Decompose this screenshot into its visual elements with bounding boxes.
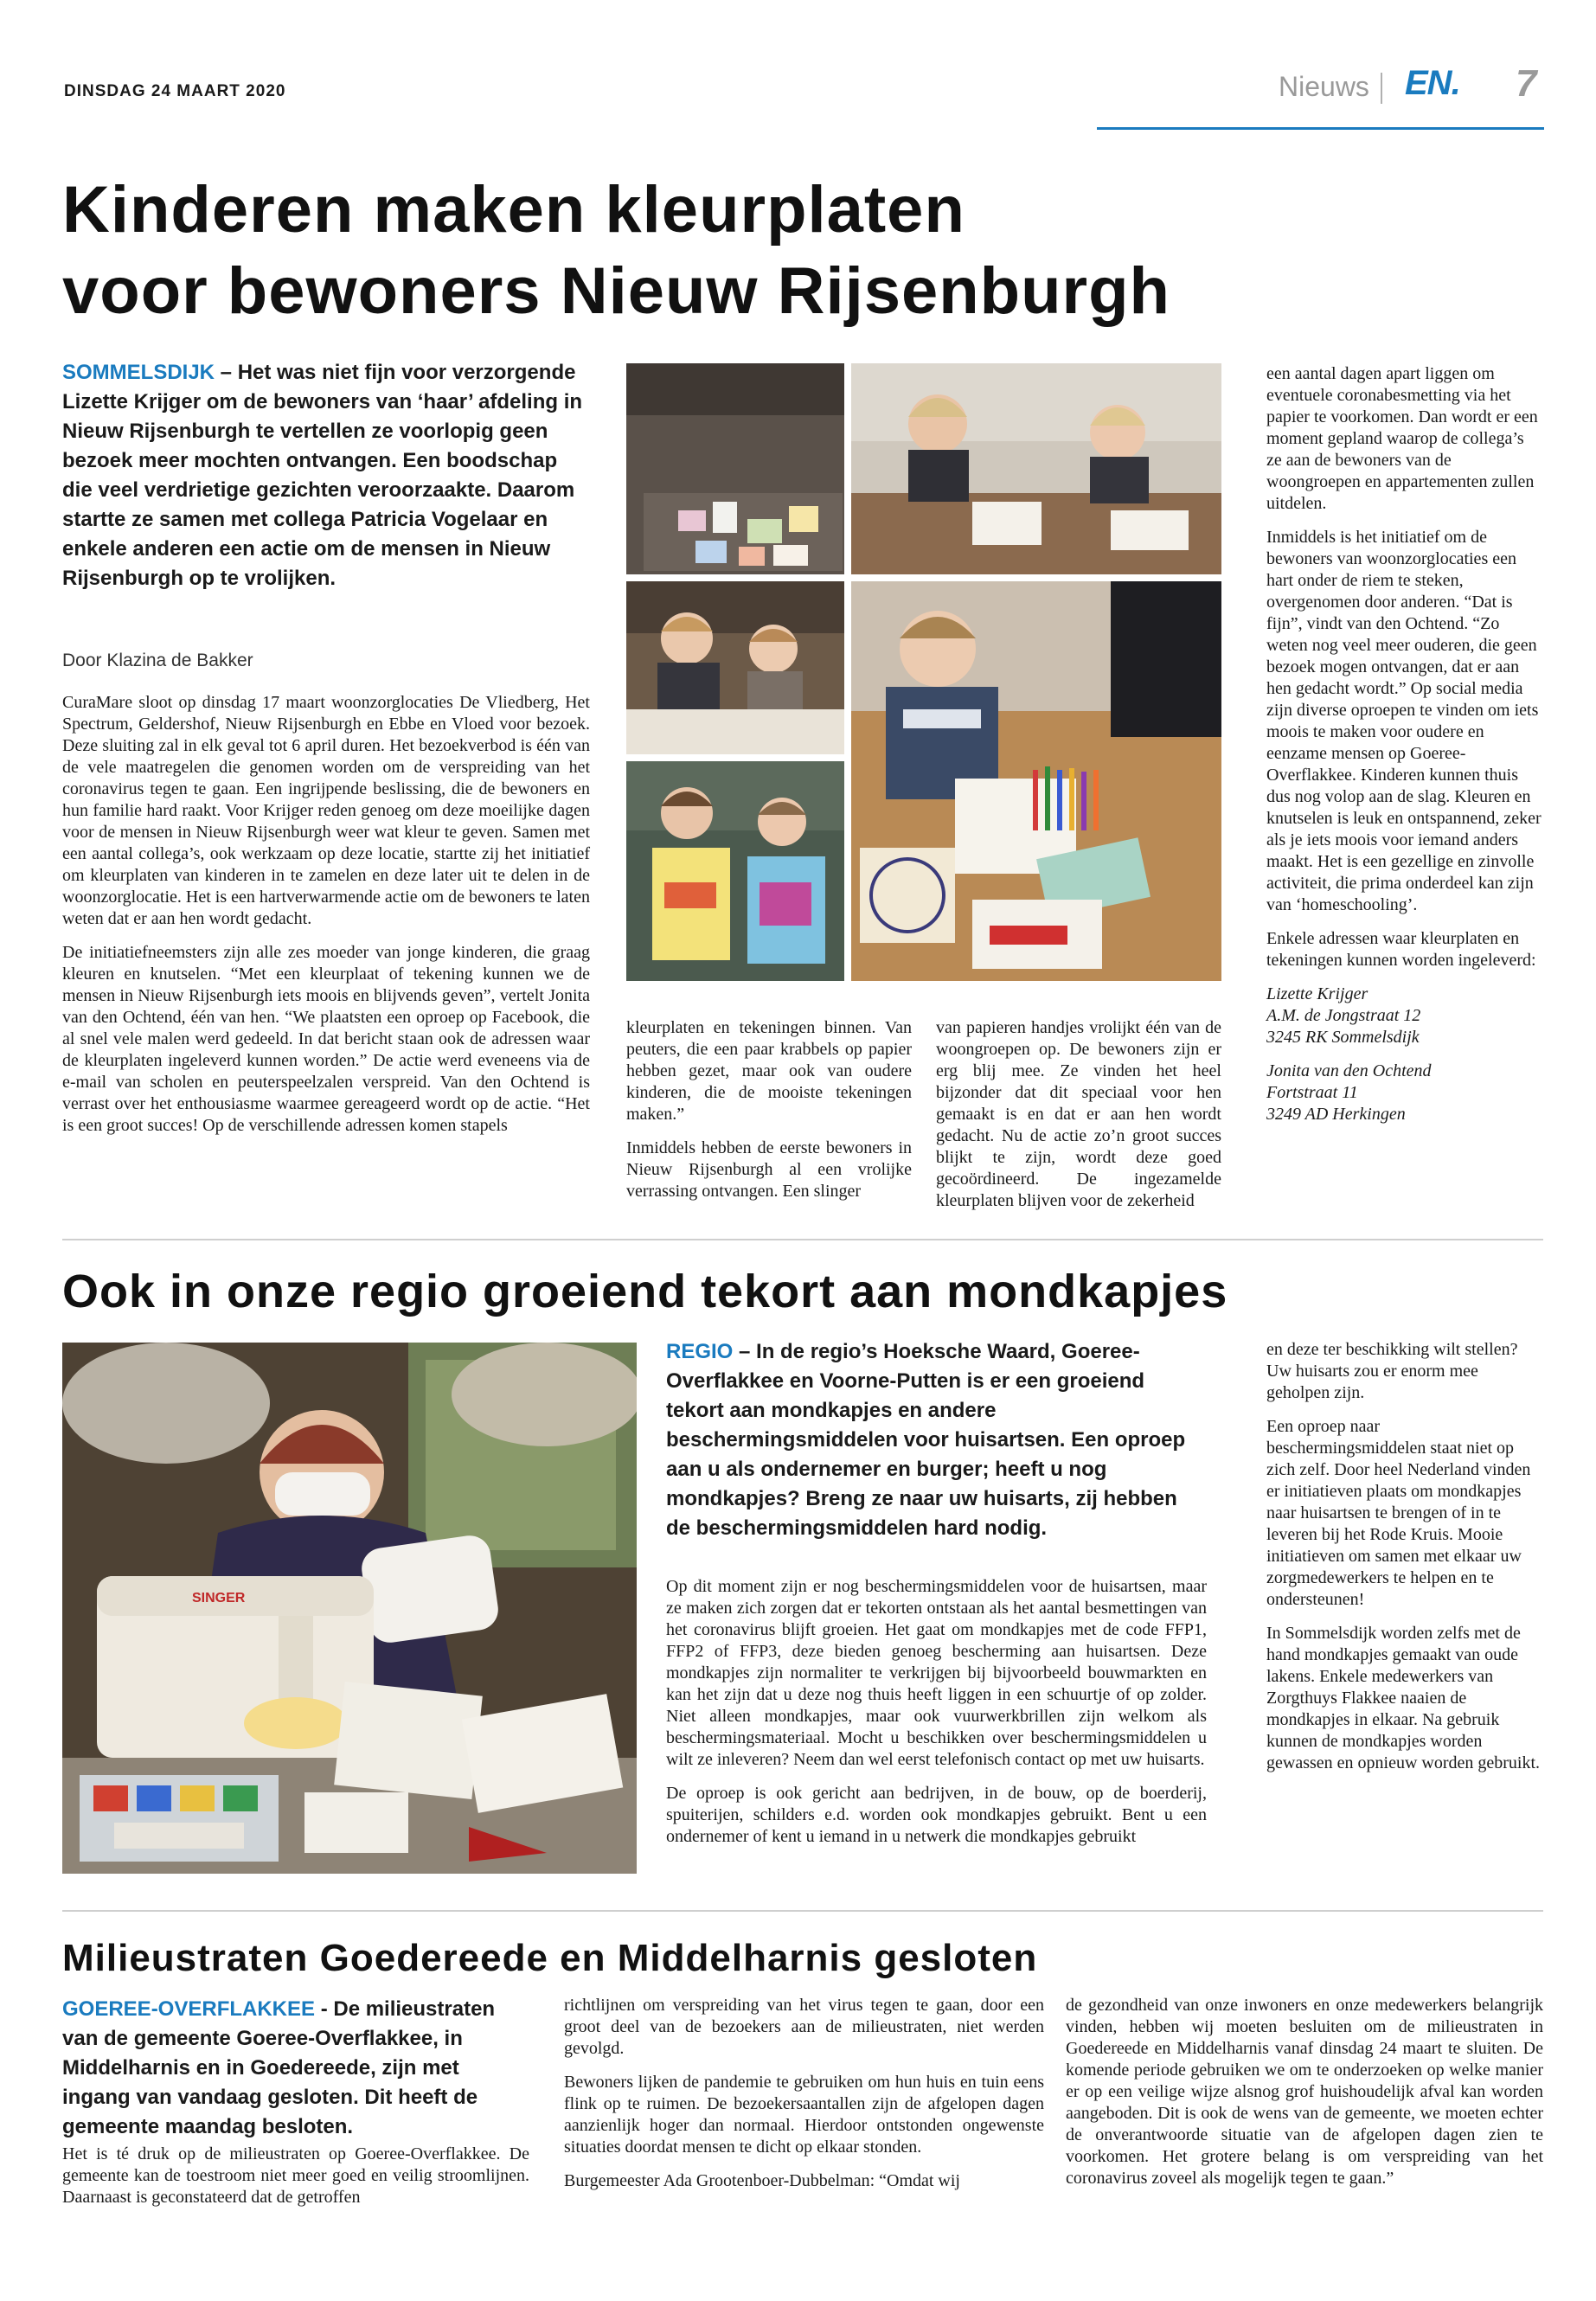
header-rule [1097,127,1544,130]
article1-headline [62,170,1273,332]
article2-intro-text: – In de regio’s Hoeksche Waard, Goeree-Overflakkee en Voorne-Putten is er een groeiend tekort aan mondkapjes en andere beschermingsmiddelen voor huisartsen. Een oproep aan u als ondernemer en burger; heeft u nog mondkapjes? Breng ze naar uw huisarts, zij hebben de beschermingsmiddelen hard nodig. [666,1340,1186,1540]
address1-city: 3245 RK Sommelsdijk [1266,1028,1420,1047]
address-block-1 [1266,984,1543,1048]
article2-col2-p3: In Sommelsdijk worden zelfs met de hand mondkapjes gemaakt van oude lakens. Enkele medewerkers van Zorgthuys Flakkee naaien de mondkapjes in elkaar. Na gebruik kunnen de mondkapjes worden gewassen en opnieuw worden gebruikt. [1266,1624,1541,1772]
singer-brand-text: SINGER [192,1591,246,1606]
article1-col3-p1: van papieren handjes vrolijkt één van de woongroepen op. De bewoners zijn er erg blij mee. Ze vinden het heel bijzonder dat dit speciaal voor hen gemaakt is en dat er aan hen wordt gedacht. Nu de actie zo’n groot succes blijkt te zijn, wordt deze goed gecoördineerd. De ingezamelde kleurplaten blijven voor de zekerheid [936,1018,1221,1210]
article2-headline: Ook in onze regio groeiend tekort aan mondkapjes [62,1266,1228,1317]
photo-collage-svg [626,363,1221,981]
article1-col4-p2: Inmiddels is het initiatief om de bewoners van woonzorglocaties een hart onder de riem te steken, overgenomen door anderen. “Dat is fijn”, vindt van den Ochtend. “Zo weten nog veel meer ouderen, die geen bezoek mogen ontvangen, dat er aan hen gedacht wordt.” Op social media zijn diverse oproepen te vinden om iets moois te maken voor oudere en eenzame mensen op Goeree-Overflakkee. Kinderen kunnen thuis dus nog volop aan de slag. Kleuren en knutselen is leuk en ontspannend, zeker als je iets moois voor iemand anders maakt. Het is een gezellige en zinvolle activiteit, die prima onderdeel kan zijn van ‘homeschooling’. [1266,528,1542,914]
article1-col3 [936,1017,1221,1224]
article1-intro [62,358,590,593]
article1-headline-line1: Kinderen maken kleurplaten [62,173,965,247]
section-label[interactable]: Nieuws [1279,71,1369,102]
article3-kicker: GOEREE-OVERFLAKKEE [62,1997,316,2021]
article2-col1-p1: Op dit moment zijn er nog beschermingsmiddelen voor de huisartsen, maar ze maken zich zorgen dat er tekorten ontstaan als het aantal besmettingen van het coronavirus blijft groeien. Het gaat om mondkapjes met de code FFP1, FFP2 of FFP3, deze bieden genoeg bescherming aan huisartsen. Deze mondkapjes zijn normaliter te verkrijgen bij bijvoorbeeld bouwmarkten en kan het zijn dat u deze nog thuis heeft liggen in een schuurtje of op zolder. Niet alleen mondkapjes, maar ook vuurwerkbrillen zijn welkom als beschermingsmateriaal. Mocht u beschikken over beschermingsmiddelen u wilt ze inleveren? Neem dan wel eerst telefonisch contact op met uw huisarts. [666,1577,1207,1769]
article2-col1-p2: De oproep is ook gericht aan bedrijven, in de bouw, op de boerderij, spuiterijen, schilders e.d. worden ook mondkapjes gebruikt. Bent u een ondernemer of kent u iemand in u netwerk die mondkapjes gebruikt [666,1784,1207,1846]
article1-kicker: SOMMELSDIJK [62,361,215,384]
article2-col2 [1266,1339,1543,1786]
article1-col2 [626,1017,912,1215]
photo-drawings-on-table [626,363,844,574]
article1-col1 [62,692,590,1149]
article1-col4-p1: een aantal dagen apart liggen om eventuele coronabesmetting via het papier te voorkomen. Dan wordt er een moment gepland waarop de collega’s ze aan de bewoners van de woongroepen en appartementen zullen uitdelen. [1266,364,1538,513]
article1-byline: Door Klazina de Bakker [62,651,253,670]
photo-kids-showing-drawings [626,761,844,981]
article3-col1-p1: Het is té druk op de milieustraten op Goeree-Overflakkee. De gemeente kan de toestroom niet meer goed en veilig stroomlijnen. Daarnaast is geconstateerd dat de getroffen [62,2144,529,2207]
address1-street: A.M. de Jongstraat 12 [1266,1006,1421,1025]
article3-col3 [1066,1995,1543,2202]
address2-city: 3249 AD Herkingen [1266,1105,1406,1124]
article1-col2-p2: Inmiddels hebben de eerste bewoners in Nieuw Rijsenburgh al een vrolijke verrassing ontvangen. Een slinger [626,1138,912,1201]
photo-sewing-svg [62,1343,637,1874]
article3-col2 [564,1995,1044,2204]
article3-col2-p1: richtlijnen om verspreiding van het virus tegen te gaan, door een groot deel van de bezoekers aan de milieustraten, niet werden gevolgd. [564,1996,1044,2058]
article-divider-2 [62,1910,1543,1912]
article3-headline: Milieustraten Goedereede en Middelharnis gesloten [62,1937,1038,1979]
article1-headline-line2: voor bewoners Nieuw Rijsenburgh [62,254,1170,328]
article1-col4-p3: Enkele adressen waar kleurplaten en tekeningen kunnen worden ingeleverd: [1266,929,1536,970]
address2-street: Fortstraat 11 [1266,1083,1358,1102]
photo-collage [626,363,1221,981]
article3-col2-p2: Bewoners lijken de pandemie te gebruiken om hun huis en tuin eens flink op te ruimen. De bezoekersaantallen zijn de afgelopen dagen aanzienlijk hoger dan normaal. Hierdoor ontstonden ongewenste situaties doordat mensen te dicht op elkaar stonden. [564,2073,1044,2157]
article3-col2-p3: Burgemeester Ada Grootenboer-Dubbelman: “Omdat wij [564,2171,960,2190]
address1-name: Lizette Krijger [1266,984,1368,1003]
photo-two-girls-drawing [851,363,1221,574]
article1-col2-p1: kleurplaten en tekeningen binnen. Van peuters, die een paar krabbels op papier hebben gezet, maar ook van oudere kinderen, die de mooiste tekeningen maken.” [626,1018,912,1124]
article1-intro-text: – Het was niet fijn voor verzorgende Lizette Krijger om de bewoners van ‘haar’ afdeling in Nieuw Rijsenburgh te vertellen ze voorlopig geen bezoek meer mochten ontvangen. Een boodschap die veel verdrietige gezichten veroorzaakte. Daarom startte ze samen met collega Patricia Vogelaar en enkele anderen een actie om de mensen in Nieuw Rijsenburgh op te vrolijken. [62,361,583,590]
article1-col1-p1: CuraMare sloot op dinsdag 17 maart woonzorglocaties De Vliedberg, Het Spectrum, Geldershof, Nieuw Rijsenburgh en Ebbe en Vloed voor bezoek. Deze sluiting zal in elk geval tot 6 april duren. Het bezoekverbod is één van de vele maatregelen die genomen worden om de verspreiding van het coronavirus tegen te gaan. Een ingrijpende beslissing, die de bewoners en hun familie hard raakt. Voor Krijger reden genoeg om deze moeilijke dagen voor de mensen in Nieuw Rijsenburgh weer wat kleur te geven. Samen met een aantal collega’s, ook werkzaam op deze locatie, startte zij het initiatief om kleurplaten van kinderen in te zamelen en deze later uit te delen in de woonzorglocatie. Het is een hartverwarmende actie om de bewoners te laten weten dat er aan hen wordt gedacht. [62,693,590,928]
header-divider [1381,73,1382,104]
article2-col1 [666,1576,1207,1860]
article2-intro [666,1337,1202,1543]
article1-col4 [1266,363,1543,1125]
photo-two-kids-at-table [626,581,844,754]
newspaper-logo[interactable]: EN. [1405,64,1460,102]
photo-boy-drawing [851,581,1221,981]
article2-kicker: REGIO [666,1340,734,1363]
article2-col2-p2: Een oproep naar beschermingsmiddelen staat niet op zich zelf. Door heel Nederland vinden er initiatieven plaats om mondkapjes naar huisartsen te brengen of in te leveren bij het Rode Kruis. Mooie initiatieven om samen met elkaar uw zorgmedewerkers te helpen en te ondersteunen! [1266,1417,1531,1609]
article3-intro [62,1995,529,2142]
article1-col1-p2: De initiatiefneemsters zijn alle zes moeder van jonge kinderen, die graag kleuren en knutselen. “Met een kleurplaat of tekening kunnen we de mensen in Nieuw Rijsenburgh iets moois en blijvends geven”, vertelt Jonita van den Ochtend, één van hen. “We plaatsten een oproep op Facebook, die al snel vele malen werd gedeeld. In dat bericht staan ook de adressen waar de kleurplaten ingeleverd kunnen worden.” De actie werd eveneens via de e-mail van scholen en peuterspeelzalen verspreid. Van den Ochtend is verrast over het enthousiasme waarmee gereageerd wordt op de actie. “Het is een groot succes! Op de verschillende adressen komen stapels [62,943,590,1135]
address2-name: Jonita van den Ochtend [1266,1061,1432,1080]
article3-intro-text: - De milieustraten van de gemeente Goeree-Overflakkee, in Middelharnis en in Goedereede, zijn met ingang van vandaag gesloten. Dit heeft de gemeente maandag besloten. [62,1997,496,2138]
article2-col2-p1: en deze ter beschikking wilt stellen? Uw huisarts zou er enorm mee geholpen zijn. [1266,1340,1518,1402]
article3-col1 [62,2144,529,2221]
issue-date: DINSDAG 24 MAART 2020 [64,82,286,100]
article-divider-1 [62,1239,1543,1240]
article3-col3-p1: de gezondheid van onze inwoners en onze medewerkers belangrijk vinden, hebben wij moeten besluiten om de milieustraten in Goedereede en Middelharnis vanaf dinsdag 24 maart te sluiten. De komende periode gebruiken we om te onderzoeken op welke manier er op een veilige wijze alsnog grof huishoudelijk afval kan worden aangeboden. Dit is ook de wens van de gemeente, we moeten echter de onverantwoorde situatie van de afgelopen dagen zien te voorkomen. Het grotere belang is om verspreiding van het coronavirus zoveel als mogelijk tegen te gaan.” [1066,1996,1543,2188]
photo-sewing-mask [62,1343,637,1874]
page-number: 7 [1516,62,1537,105]
address-block-2 [1266,1061,1543,1125]
